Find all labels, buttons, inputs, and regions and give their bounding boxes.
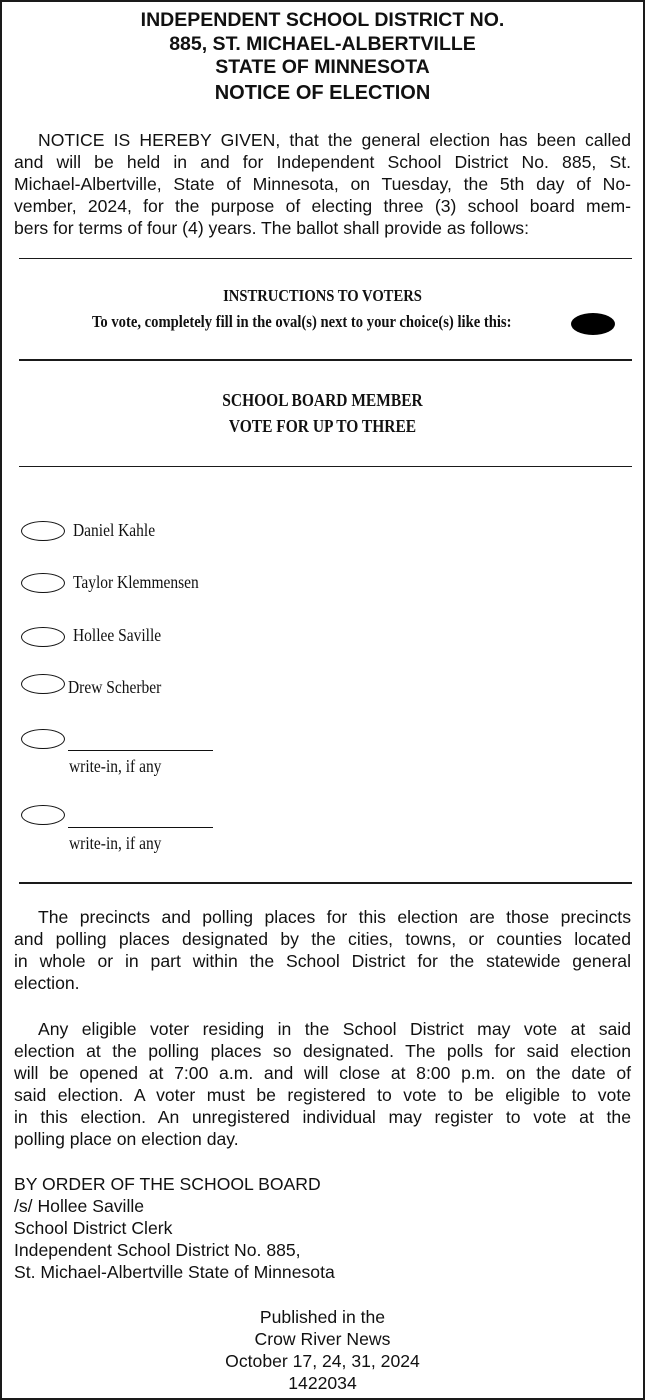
- vote-oval-icon[interactable]: [21, 627, 65, 647]
- candidate-name: Hollee Saville: [73, 625, 162, 645]
- signature-block: [14, 1173, 335, 1283]
- signature-order: BY ORDER OF THE SCHOOL BOARD: [14, 1174, 321, 1194]
- publication-id: 1422034: [288, 1373, 357, 1393]
- precincts-line: and polling places designated by the cities, towns, or counties located: [14, 929, 631, 949]
- instructions-title: INSTRUCTIONS TO VOTERS: [223, 286, 422, 305]
- voters-line: said election. A voter must be registered to vote to be eligible to vote: [14, 1085, 631, 1105]
- notice-header: [2, 9, 643, 105]
- precincts-paragraph: [14, 906, 631, 994]
- voters-line: in this election. An unregistered individual may register to vote at the: [14, 1107, 631, 1127]
- notice-title: NOTICE OF ELECTION: [214, 81, 431, 104]
- write-in-label: write-in, if any: [69, 833, 162, 853]
- ballot-bottom-rule: [19, 882, 632, 884]
- office-title: SCHOOL BOARD MEMBER: [222, 390, 423, 410]
- office-subtitle: VOTE FOR UP TO THREE: [228, 416, 417, 436]
- vote-oval-icon[interactable]: [21, 805, 65, 825]
- publication-line-1: Published in the: [259, 1307, 386, 1327]
- filled-oval-example-icon: [571, 313, 615, 335]
- candidate-name: Drew Scherber: [68, 677, 162, 697]
- intro-paragraph: [14, 129, 631, 239]
- office-rule: [19, 466, 632, 467]
- intro-line: vember, 2024, for the purpose of electing three (3) school board mem-: [14, 196, 631, 216]
- header-line-3: STATE OF MINNESOTA: [215, 56, 430, 78]
- header-line-2: 885, ST. MICHAEL-ALBERTVILLE: [169, 32, 476, 55]
- precincts-line: in whole or in part within the School District for the statewide general: [14, 951, 631, 971]
- signature-district: Independent School District No. 885,: [14, 1240, 301, 1260]
- candidate-name: Taylor Klemmensen: [73, 572, 199, 592]
- instructions-rule: [19, 359, 632, 361]
- instructions-text: To vote, completely fill in the oval(s) next to your choice(s) like this:: [92, 312, 512, 331]
- candidate-name: Daniel Kahle: [73, 520, 156, 540]
- ballot-top-rule: [19, 258, 632, 259]
- vote-oval-icon[interactable]: [21, 521, 65, 541]
- write-in-line[interactable]: [68, 827, 213, 828]
- intro-line: NOTICE IS HEREBY GIVEN, that the general election has been called: [38, 130, 631, 150]
- signature-location: St. Michael-Albertville State of Minnesota: [14, 1262, 335, 1282]
- publication-block: [0, 1306, 645, 1394]
- publication-dates: October 17, 24, 31, 2024: [225, 1351, 420, 1371]
- voters-line: election at the polling places so designated. The polls for said election: [14, 1041, 631, 1061]
- precincts-line: election.: [14, 973, 80, 993]
- vote-oval-icon[interactable]: [21, 573, 65, 593]
- voters-line: will be opened at 7:00 a.m. and will close at 8:00 p.m. on the date of: [14, 1063, 631, 1083]
- voters-line: polling place on election day.: [14, 1129, 239, 1149]
- intro-line: Michael-Albertville, State of Minnesota, on Tuesday, the 5th day of No-: [14, 174, 631, 194]
- voters-paragraph: [14, 1018, 631, 1150]
- write-in-label: write-in, if any: [69, 756, 162, 776]
- voters-line: Any eligible voter residing in the School District may vote at said: [38, 1019, 631, 1039]
- publication-line-2: Crow River News: [254, 1329, 391, 1349]
- vote-oval-icon[interactable]: [21, 674, 65, 694]
- intro-line: and will be held in and for Independent School District No. 885, St.: [14, 152, 631, 172]
- header-line-1: INDEPENDENT SCHOOL DISTRICT NO.: [140, 9, 505, 31]
- precincts-line: The precincts and polling places for this election are those precincts: [38, 907, 631, 927]
- write-in-line[interactable]: [68, 750, 213, 751]
- intro-line: bers for terms of four (4) years. The ballot shall provide as follows:: [14, 218, 529, 238]
- vote-oval-icon[interactable]: [21, 729, 65, 749]
- signature-title: School District Clerk: [14, 1218, 173, 1238]
- signature-signed: /s/ Hollee Saville: [14, 1196, 145, 1216]
